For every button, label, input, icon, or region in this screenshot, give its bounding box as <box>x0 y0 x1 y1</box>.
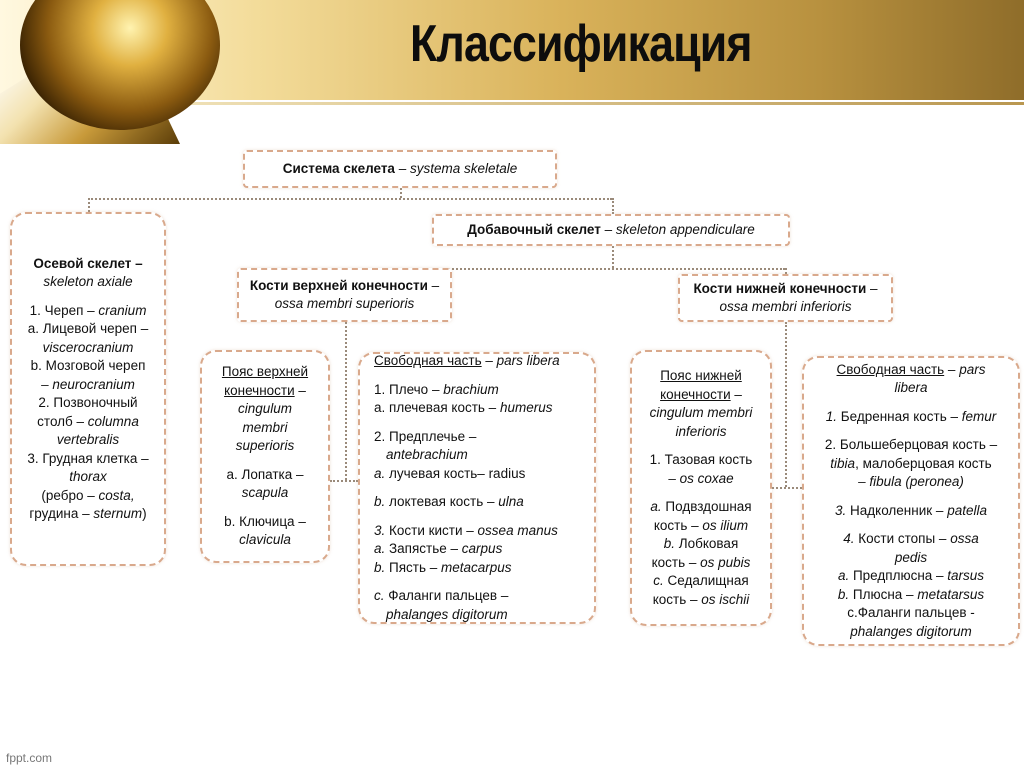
slide-title: Классификация <box>410 15 752 73</box>
text-segment: Седалищная <box>663 573 749 588</box>
box-line <box>12 468 164 487</box>
text-segment: ulna <box>498 494 524 509</box>
text-segment: конечности <box>660 386 731 402</box>
text-segment: грудина – <box>29 506 94 521</box>
text-segment: inferioris <box>675 423 727 439</box>
text-segment: Надколенник – <box>846 502 948 518</box>
box-line <box>202 513 328 532</box>
box-line <box>804 436 1018 455</box>
box-line <box>12 505 164 524</box>
text-segment: Добавочный скелет <box>467 221 601 237</box>
text-segment: patella <box>947 502 987 518</box>
box-line <box>202 484 328 503</box>
text-segment: Кости кисти – <box>385 522 478 538</box>
text-segment: Лобковая <box>675 536 739 551</box>
text-segment: Кости стопы – <box>854 531 951 547</box>
box-line <box>374 352 594 371</box>
text-segment: c. <box>374 588 385 603</box>
text-segment: кость – <box>652 591 702 607</box>
text-segment: femur <box>961 408 997 424</box>
box-line <box>632 470 770 489</box>
box-line <box>202 531 328 550</box>
text-segment: 1. Череп – <box>29 302 99 318</box>
text-segment: Фаланги пальцев – <box>384 588 509 603</box>
box-line <box>632 591 770 610</box>
box-line <box>202 466 328 485</box>
text-segment: Свободная часть <box>374 353 482 368</box>
text-segment: a. <box>374 541 386 556</box>
text-segment: b. Мозговой череп <box>30 358 146 373</box>
box-line <box>374 606 594 625</box>
text-segment: Свободная часть <box>836 361 945 377</box>
text-segment: – <box>944 361 960 377</box>
text-segment: 3. <box>835 502 847 518</box>
box-line <box>239 277 450 296</box>
text-segment: Подвздошная <box>661 499 752 514</box>
text-segment: phalanges digitorum <box>850 623 972 639</box>
text-segment: Пояс нижней <box>660 368 742 383</box>
box-line <box>12 487 164 506</box>
text-segment: столб – <box>37 413 88 429</box>
text-segment: a. плечевая кость – <box>374 400 500 415</box>
text-segment: – <box>294 382 306 398</box>
text-segment: c.Фаланги пальцев - <box>847 605 975 621</box>
box-line <box>804 604 1018 623</box>
box-lower-limb <box>678 274 893 322</box>
text-segment: Пояс верхней <box>221 364 309 380</box>
box-line <box>374 587 594 606</box>
box-axial-skeleton <box>10 212 166 566</box>
text-segment: scapula <box>241 485 289 501</box>
box-line <box>202 437 328 456</box>
text-segment: 2. Большеберцовая кость – <box>824 437 998 453</box>
text-segment: libera <box>894 380 928 396</box>
text-segment: os pubis <box>700 554 751 570</box>
connector <box>612 198 614 214</box>
text-segment: Пясть – <box>385 559 442 575</box>
box-line <box>804 567 1018 586</box>
connector <box>612 246 614 268</box>
text-segment: 2. Предплечье – <box>374 428 477 444</box>
text-segment: , малоберцовая кость <box>855 455 992 471</box>
text-segment: antebrachium <box>386 447 468 462</box>
box-line <box>804 502 1018 521</box>
box-line <box>804 455 1018 474</box>
box-line <box>680 280 891 299</box>
connector <box>330 480 358 482</box>
text-segment: a. <box>837 568 850 584</box>
text-segment: – <box>866 280 878 296</box>
box-line <box>12 376 164 395</box>
text-segment: 1. Плечо – <box>374 381 444 397</box>
text-segment: pars <box>959 361 986 377</box>
text-segment: Запястье – <box>385 541 462 556</box>
box-line <box>632 572 770 591</box>
text-segment: pedis <box>894 549 928 565</box>
text-segment: – <box>427 277 440 293</box>
text-segment: humerus <box>499 400 553 415</box>
box-line <box>12 450 164 469</box>
box-line <box>374 559 594 578</box>
text-segment: – os coxae <box>668 470 734 486</box>
text-segment: 1. <box>825 408 837 424</box>
box-system <box>243 150 557 188</box>
box-line <box>804 549 1018 568</box>
text-segment: vertebralis <box>56 432 120 447</box>
text-segment: superioris <box>235 438 295 454</box>
box-line <box>632 386 770 405</box>
text-segment: Плюсна – <box>849 586 918 602</box>
text-segment: phalanges digitorum <box>386 606 508 622</box>
text-segment: cingulum membri <box>649 405 753 420</box>
text-segment: c. <box>653 573 664 588</box>
text-segment: ossa membri inferioris <box>719 299 852 314</box>
text-segment: – fibula (peronea) <box>858 474 964 490</box>
box-line <box>804 408 1018 427</box>
text-segment: – neurocranium <box>41 376 135 392</box>
box-line <box>374 493 594 512</box>
text-segment: membri <box>242 419 288 435</box>
text-segment: b. <box>374 559 386 575</box>
connector <box>88 198 90 212</box>
box-lower-girdle <box>630 350 772 626</box>
text-segment: cingulum <box>237 401 293 417</box>
box-line <box>202 400 328 419</box>
text-segment: a. Лицевой череп – <box>27 321 149 336</box>
box-line <box>202 382 328 401</box>
text-segment: 2. Позвоночный <box>38 395 138 410</box>
box-line <box>434 221 788 240</box>
box-line <box>374 540 594 559</box>
box-line <box>12 273 164 292</box>
text-segment: brachium <box>443 381 499 397</box>
box-line <box>374 522 594 541</box>
text-segment: кость – <box>651 554 701 570</box>
text-segment: skeleton axiale <box>43 274 133 289</box>
text-segment: конечности <box>224 382 295 398</box>
text-segment: a. <box>650 499 662 514</box>
text-segment: metacarpus <box>441 559 512 575</box>
text-segment: tarsus <box>947 568 985 584</box>
box-line <box>804 473 1018 492</box>
text-segment: a. Лопатка – <box>226 466 304 482</box>
text-segment: Кости верхней конечности <box>249 277 428 293</box>
box-line <box>632 423 770 442</box>
connector <box>345 322 347 480</box>
box-line <box>632 498 770 517</box>
text-segment: clavicula <box>239 532 291 548</box>
box-line <box>374 446 594 465</box>
box-line <box>632 554 770 573</box>
text-segment: 3. <box>374 522 386 538</box>
box-line <box>12 302 164 321</box>
connector <box>400 188 402 198</box>
text-segment: b. <box>374 494 386 509</box>
box-line <box>12 255 164 274</box>
text-segment: локтевая кость – <box>385 494 499 509</box>
text-segment: 1. Тазовая кость <box>649 452 753 467</box>
connector <box>88 198 612 200</box>
box-line <box>12 394 164 413</box>
text-segment: systema skeletale <box>409 160 518 176</box>
box-line <box>632 451 770 470</box>
text-segment: кость – <box>653 517 703 533</box>
text-segment: b. <box>663 536 675 551</box>
box-line <box>12 357 164 376</box>
text-segment: columna <box>87 413 139 429</box>
text-segment: costa, <box>98 487 135 503</box>
text-segment: sternum <box>93 506 143 521</box>
box-line <box>804 586 1018 605</box>
box-upper-girdle <box>200 350 330 563</box>
box-line <box>632 367 770 386</box>
box-line <box>12 320 164 339</box>
box-line <box>12 339 164 358</box>
box-line <box>632 404 770 423</box>
text-segment: Предплюсна – <box>849 568 948 584</box>
text-segment: b. <box>837 586 850 602</box>
text-segment: os ilium <box>702 517 749 533</box>
box-line <box>239 295 450 314</box>
text-segment: 4. <box>843 531 855 547</box>
box-line <box>374 465 594 484</box>
box-line <box>804 361 1018 380</box>
text-segment: ) <box>142 506 147 521</box>
text-segment: Осевой скелет – <box>33 255 143 271</box>
box-upper-free-part <box>358 352 596 624</box>
box-appendicular-skeleton <box>432 214 790 246</box>
text-segment: b. Ключица – <box>224 513 306 529</box>
connector <box>772 487 802 489</box>
text-segment: Бедренная кость – <box>837 408 962 424</box>
text-segment: carpus <box>461 541 503 556</box>
text-segment: cranium <box>98 302 147 318</box>
box-line <box>245 160 555 179</box>
box-line <box>374 428 594 447</box>
text-segment: лучевая кость– radius <box>385 465 526 481</box>
header-divider <box>170 102 1024 105</box>
box-upper-limb <box>237 268 452 322</box>
text-segment: ossa <box>950 531 979 547</box>
text-segment: a. <box>374 465 386 481</box>
text-segment: tibia <box>830 455 856 471</box>
box-lower-free-part <box>802 356 1020 646</box>
text-segment: ossea manus <box>477 522 558 538</box>
box-line <box>804 379 1018 398</box>
text-segment: Система скелета <box>282 160 395 176</box>
text-segment: – <box>730 386 742 402</box>
box-line <box>202 419 328 438</box>
connector <box>785 322 787 487</box>
box-line <box>632 535 770 554</box>
box-line <box>12 431 164 450</box>
text-segment: thorax <box>69 469 107 484</box>
text-segment: metatarsus <box>917 586 985 602</box>
text-segment: viscerocranium <box>42 339 134 355</box>
text-segment: skeleton appendiculare <box>615 221 755 237</box>
text-segment: Кости нижней конечности <box>693 280 867 296</box>
box-line <box>804 530 1018 549</box>
text-segment: – <box>394 160 410 176</box>
box-line <box>804 623 1018 642</box>
box-line <box>374 399 594 418</box>
text-segment: – <box>600 221 616 237</box>
text-segment: ossa membri superioris <box>274 296 415 311</box>
text-segment: os ischii <box>701 591 750 607</box>
box-line <box>632 517 770 536</box>
text-segment: pars libera <box>496 353 560 368</box>
text-segment: (ребро – <box>41 487 99 503</box>
footer-brand: fppt.com <box>6 751 53 765</box>
box-line <box>202 363 328 382</box>
text-segment: – <box>481 353 497 368</box>
box-line <box>680 298 891 317</box>
box-line <box>374 381 594 400</box>
text-segment: 3. Грудная клетка – <box>27 450 149 466</box>
box-line <box>12 413 164 432</box>
